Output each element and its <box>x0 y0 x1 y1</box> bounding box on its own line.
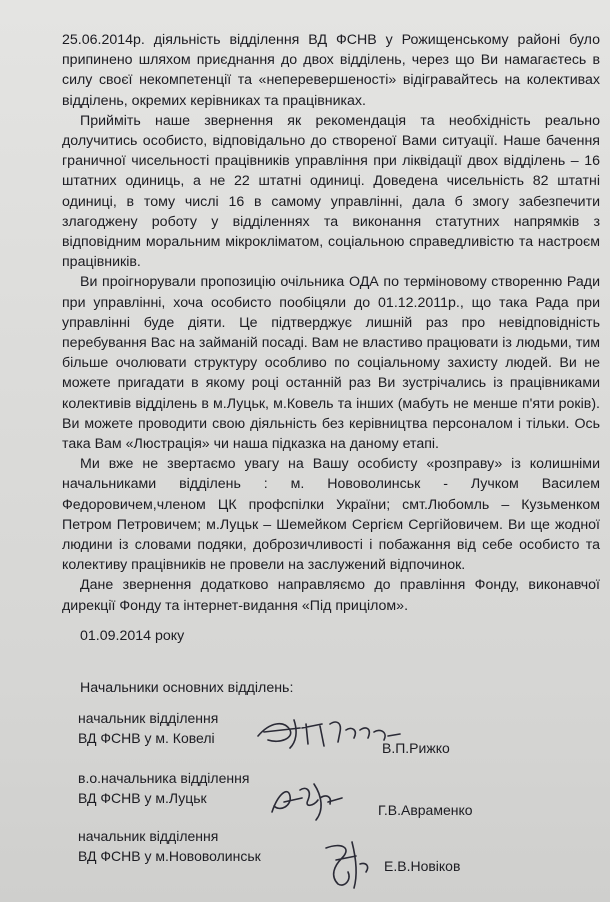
signatory-3-title-line1: начальник відділення <box>78 828 219 844</box>
signatory-1-title-line2: ВД ФСНВ у м. Ковелі <box>78 730 215 746</box>
signatory-1-name: В.П.Рижко <box>382 740 450 756</box>
signature-3 <box>312 834 382 894</box>
signatory-3-title <box>78 826 261 866</box>
paragraph-5: Дане звернення додатково направляємо до правління Фонду, виконавчої дирекції Фонду та інтернет-видання «Під прицілом». <box>62 577 600 614</box>
signatory-3-title-line2: ВД ФСНВ у м.Нововолинськ <box>78 848 261 864</box>
heads-label: Начальники основних відділень: <box>80 680 294 696</box>
paragraph-1: 25.06.2014р. діяльність відділення ВД ФСНВ у Рожищенському районі було припинено шляхом приєднання до двох відділень, через що Ви намагаєтесь в силу своєї некомпетенції та «неперевершеності» відігравайтесь на колективах відділень, окремих керівниках та працівниках. <box>62 32 600 109</box>
signatory-1-title-line1: начальник відділення <box>78 710 219 726</box>
signatory-2-title-line2: ВД ФСНВ у м.Луцьк <box>78 790 207 806</box>
letter-date: 01.09.2014 року <box>80 628 185 644</box>
paragraph-4: Ми вже не звертаємо увагу на Вашу особисту «розправу» із колишніми начальниками відділень : м. Нововолинськ - Лучком Василем Федоровичем,членом ЦК профспілки України; смт.Любомль – Кузьменком Петром Петровичем; м.Луцьк – Шемейком Сергієм Сергійовичем. Ви ще жодної людини із словами подяки, доброзичливості і побажання від себе особисто та колективу працівників не провели на заслужений відпочинок. <box>62 456 600 574</box>
signatory-2-title <box>78 768 249 808</box>
paragraph-2: Прийміть наше звернення як рекомендація та необхідність реально долучитись особисто, відповідально до створеної Вами ситуації. Наше бачення граничної чисельності працівників управління при ліквідації двох відділень – 16 штатних одиниць, а не 22 штатні одиниці. Доведена чисельність 82 штатні одиниці, в тому числі 16 в самому управлінні, дала б змогу забезпечити злагоджену роботу у відділеннях та виконання статутних напрямків з відповідним моральним мікрокліматом, соціальною справедливістю та настроєм працівників. <box>62 112 600 271</box>
signatory-3-name: Е.В.Новіков <box>384 858 461 874</box>
signature-2 <box>262 772 352 828</box>
signatory-1-title <box>78 708 218 748</box>
signatory-2-title-line1: в.о.начальника відділення <box>78 770 250 786</box>
paragraph-3: Ви проігнорували пропозицію очільника ОДА по терміновому створенню Ради при управлінні, хоча особисто пообіцяли до 01.12.2011р., що така Рада при управлінні буде діяти. Це підтверджує лишній раз про невідповідність перебування Вас на займаній посаді. Вам не властиво працювати із людьми, тим більше очолювати структуру особливо по соціальному захисту людей. Ви не можете пригадати в якому році останній раз Ви зустрічались із працівниками колективів відділень в м.Луцьк, м.Ковель та інших (мабуть не менше п'яти років). Ви можете проводити свою діяльність без керівництва персоналом і тільки. Ось така Вам «Люстрація» чи наша підказка на даному етапі. <box>62 274 600 453</box>
signatory-2-name: Г.В.Авраменко <box>378 802 473 818</box>
letter-body <box>62 30 600 616</box>
